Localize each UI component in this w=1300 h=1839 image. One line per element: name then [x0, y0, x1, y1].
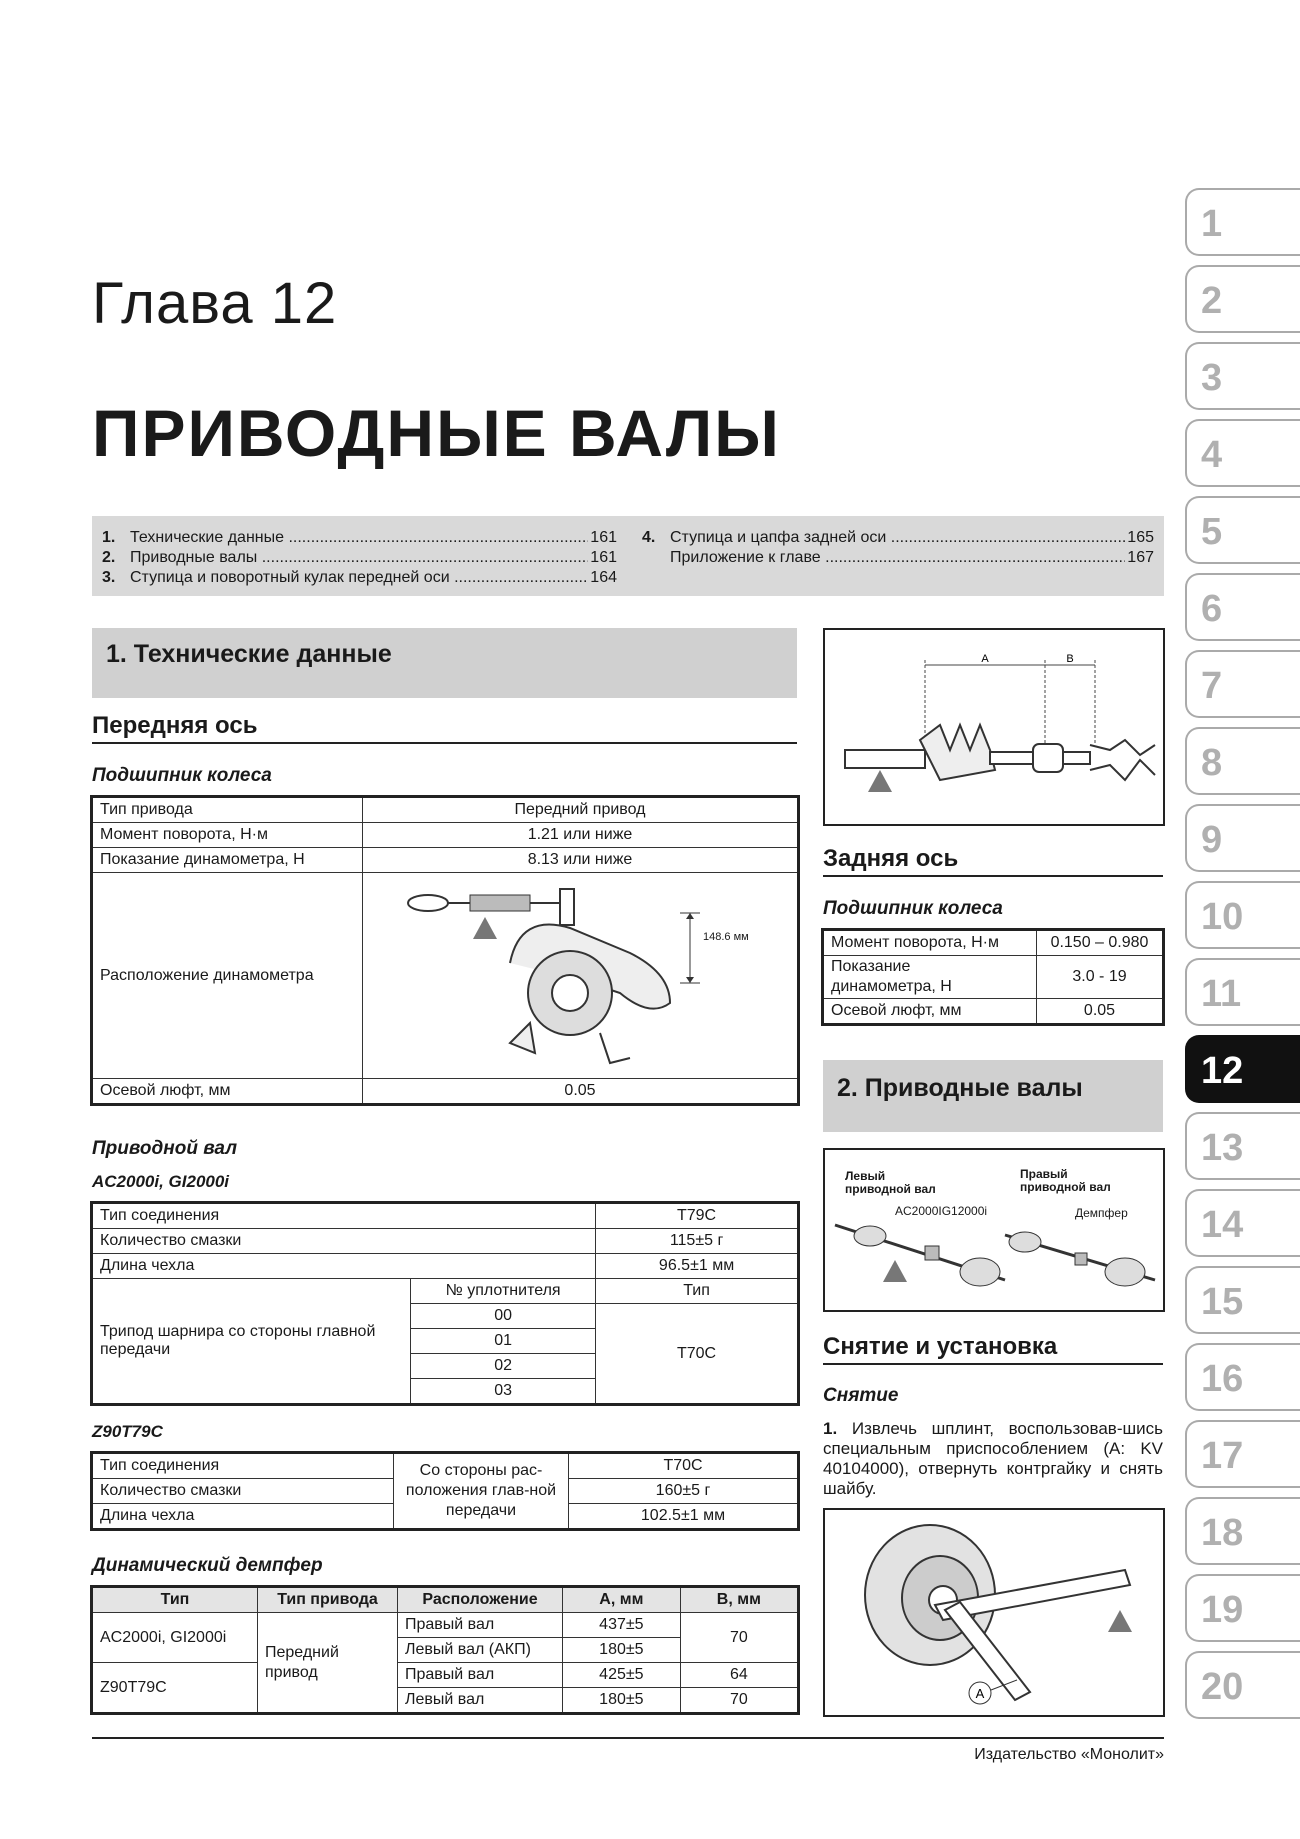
rear-axle-heading: Задняя ось	[823, 845, 1163, 877]
table-cell: 01	[411, 1329, 596, 1354]
toc-item[interactable]: Приложение к главе ..... 167	[642, 548, 1154, 568]
drive-shaft-dimension-illustration	[825, 630, 1163, 824]
toc-item[interactable]: 3. Ступица и поворотный кулак передней оси ..... 164	[102, 568, 617, 588]
chapter-tab-18[interactable]: 18	[1185, 1497, 1300, 1565]
table-cell: Правый вал	[398, 1613, 563, 1638]
table-row	[93, 1079, 798, 1104]
table-cell: Количество смазки	[93, 1479, 394, 1504]
table-row	[824, 999, 1163, 1024]
table-cell: 96.5±1 мм	[596, 1254, 798, 1279]
toc-right-column	[642, 528, 1154, 568]
table-row	[93, 823, 798, 848]
dynamometer-figure-cell	[363, 873, 798, 1079]
section-1-header: 1. Технические данные	[92, 628, 797, 698]
model-label: AC2000IG12000i	[895, 1204, 988, 1218]
table-cell: 8.13 или ниже	[363, 848, 798, 873]
chapter-tab-14[interactable]: 14	[1185, 1189, 1300, 1257]
drive-shaft-heading: Приводной вал	[92, 1138, 238, 1159]
table-row	[93, 873, 798, 1079]
table-header: Тип привода	[258, 1588, 398, 1613]
removal-heading: Снятие	[823, 1385, 899, 1406]
table-cell: 64	[680, 1663, 797, 1688]
chapter-tab-3[interactable]: 3	[1185, 342, 1300, 410]
chapter-tab-8[interactable]: 8	[1185, 727, 1300, 795]
chapter-tab-9[interactable]: 9	[1185, 804, 1300, 872]
chapter-tab-11[interactable]: 11	[1185, 958, 1300, 1026]
chapter-tab-16[interactable]: 16	[1185, 1343, 1300, 1411]
toc-item[interactable]: 1. Технические данные ..... 161	[102, 528, 617, 548]
toc-left-column	[102, 528, 617, 588]
table-cell: Тип соединения	[93, 1454, 394, 1479]
toc-item[interactable]: 2. Приводные валы ..... 161	[102, 548, 617, 568]
table-cell: Длина чехла	[93, 1254, 596, 1279]
damper-heading: Динамический демпфер	[92, 1555, 323, 1576]
model-a-heading: AC2000i, GI2000i	[92, 1172, 230, 1191]
step-1-text	[823, 1419, 1163, 1499]
logo-mark-icon	[1108, 1610, 1132, 1632]
chapter-tab-20[interactable]: 20	[1185, 1651, 1300, 1719]
table-header: Тип	[93, 1588, 258, 1613]
table-cell: 0.05	[1037, 999, 1163, 1024]
chapter-tab-1[interactable]: 1	[1185, 188, 1300, 256]
table-cell: 1.21 или ниже	[363, 823, 798, 848]
chapter-tab-19[interactable]: 19	[1185, 1574, 1300, 1642]
table-row	[93, 1613, 798, 1638]
table-cell: 102.5±1 мм	[569, 1504, 798, 1529]
wheel-bearing-heading: Подшипник колеса	[92, 765, 272, 786]
chapter-tab-13[interactable]: 13	[1185, 1112, 1300, 1180]
table-row	[93, 1279, 798, 1304]
removal-tool-figure	[823, 1508, 1165, 1717]
table-cell: Тип	[596, 1279, 798, 1304]
chapter-tab-5[interactable]: 5	[1185, 496, 1300, 564]
table-cell: 180±5	[563, 1688, 681, 1713]
table-cell: 115±5 г	[596, 1229, 798, 1254]
dimension-label: 148.6 мм	[703, 931, 749, 943]
table-cell: 02	[411, 1354, 596, 1379]
table-cell: 425±5	[563, 1663, 681, 1688]
removal-install-heading: Снятие и установка	[823, 1333, 1163, 1365]
table-cell: Расположение динамометра	[93, 873, 363, 1079]
table-cell: 00	[411, 1304, 596, 1329]
model-b-heading: Z90T79C	[92, 1422, 163, 1441]
drive-shafts-figure	[823, 1148, 1165, 1312]
table-cell: 70	[680, 1613, 797, 1663]
table-cell: Длина чехла	[93, 1504, 394, 1529]
table-cell: Количество смазки	[93, 1229, 596, 1254]
table-cell: Осевой люфт, мм	[93, 1079, 363, 1104]
table-cell: Передний привод	[258, 1613, 398, 1713]
front-axle-heading: Передняя ось	[92, 712, 797, 744]
dim-b-label: B	[1066, 653, 1074, 665]
table-cell: Осевой люфт, мм	[824, 999, 1037, 1024]
table-cell: 180±5	[563, 1638, 681, 1663]
table-cell: Трипод шарнира со стороны главной передачи	[93, 1279, 411, 1404]
table-row	[93, 1454, 798, 1479]
chapter-title: ПРИВОДНЫЕ ВАЛЫ	[92, 396, 781, 470]
table-row	[93, 1663, 798, 1688]
table-cell: Со стороны рас-положения глав-ной передачи	[394, 1454, 569, 1529]
table-cell: 70	[680, 1688, 797, 1713]
table-header: Расположение	[398, 1588, 563, 1613]
table-row	[93, 1588, 798, 1613]
chapter-tab-2[interactable]: 2	[1185, 265, 1300, 333]
table-cell: 160±5 г	[569, 1479, 798, 1504]
toc-item[interactable]: 4. Ступица и цапфа задней оси ..... 165	[642, 528, 1154, 548]
left-shaft-label: Левый приводной вал	[845, 1169, 936, 1196]
table-of-contents	[92, 516, 1164, 596]
step-1-number: 1.	[823, 1419, 838, 1438]
table-cell: T79C	[596, 1204, 798, 1229]
section-2-header: 2. Приводные валы	[823, 1060, 1163, 1132]
table-cell: Показание динамометра, Н	[824, 956, 1037, 999]
logo-mark-icon	[883, 1260, 907, 1282]
chapter-tab-17[interactable]: 17	[1185, 1420, 1300, 1488]
rear-bearing-table	[823, 930, 1163, 1024]
dim-a-label: A	[981, 653, 989, 665]
table-row	[93, 1254, 798, 1279]
tool-a-label: A	[975, 1686, 985, 1701]
footer-divider	[92, 1737, 1164, 1739]
table-cell: № уплотнителя	[411, 1279, 596, 1304]
table-cell: Момент поворота, Н·м	[93, 823, 363, 848]
damper-position-figure	[823, 628, 1165, 826]
table-cell: Левый вал (АКП)	[398, 1638, 563, 1663]
drive-shaft-table-b	[92, 1453, 798, 1529]
table-cell: T70C	[569, 1454, 798, 1479]
drive-shaft-table-a	[92, 1203, 798, 1404]
step-1-body: Извлечь шплинт, воспользовав-шись специальным приспособлением (A: KV 40104000), отвернуть контргайку и снять шайбу.	[823, 1419, 1163, 1498]
table-cell: 437±5	[563, 1613, 681, 1638]
chapter-tab-15[interactable]: 15	[1185, 1266, 1300, 1334]
logo-mark-icon	[868, 770, 892, 792]
chapter-tab-12[interactable]: 12	[1185, 1035, 1300, 1103]
table-cell: Левый вал	[398, 1688, 563, 1713]
table-cell: Передний привод	[363, 798, 798, 823]
table-cell: Момент поворота, Н·м	[824, 931, 1037, 956]
table-cell: 3.0 - 19	[1037, 956, 1163, 999]
table-row	[93, 1204, 798, 1229]
chapter-tab-10[interactable]: 10	[1185, 881, 1300, 949]
table-cell: Правый вал	[398, 1663, 563, 1688]
table-row	[93, 848, 798, 873]
rear-wheel-bearing-heading: Подшипник колеса	[823, 898, 1003, 919]
table-row	[93, 1229, 798, 1254]
logo-mark-icon	[473, 917, 497, 939]
publisher-name: Издательство «Монолит»	[974, 1746, 1164, 1763]
table-row	[824, 931, 1163, 956]
right-shaft-label: Правый приводной вал	[1020, 1167, 1111, 1194]
tool-on-hub-illustration	[825, 1510, 1163, 1715]
table-row	[824, 956, 1163, 999]
table-cell: Z90T79C	[93, 1663, 258, 1713]
table-cell: 0.05	[363, 1079, 798, 1104]
table-cell: Показание динамометра, Н	[93, 848, 363, 873]
table-cell: Тип привода	[93, 798, 363, 823]
table-cell: 03	[411, 1379, 596, 1404]
chapter-tab-7[interactable]: 7	[1185, 650, 1300, 718]
chapter-tab-4[interactable]: 4	[1185, 419, 1300, 487]
table-header: A, мм	[563, 1588, 681, 1613]
chapter-tab-6[interactable]: 6	[1185, 573, 1300, 641]
table-cell: AC2000i, GI2000i	[93, 1613, 258, 1663]
knuckle-dynamometer-illustration	[370, 873, 790, 1073]
table-cell: T70C	[596, 1304, 798, 1404]
front-bearing-table	[92, 797, 798, 1104]
damper-table	[92, 1587, 798, 1713]
table-cell: Тип соединения	[93, 1204, 596, 1229]
damper-label: Демпфер	[1075, 1206, 1128, 1220]
table-row	[93, 798, 798, 823]
table-cell: 0.150 – 0.980	[1037, 931, 1163, 956]
table-header: B, мм	[680, 1588, 797, 1613]
chapter-label: Глава 12	[92, 271, 338, 336]
